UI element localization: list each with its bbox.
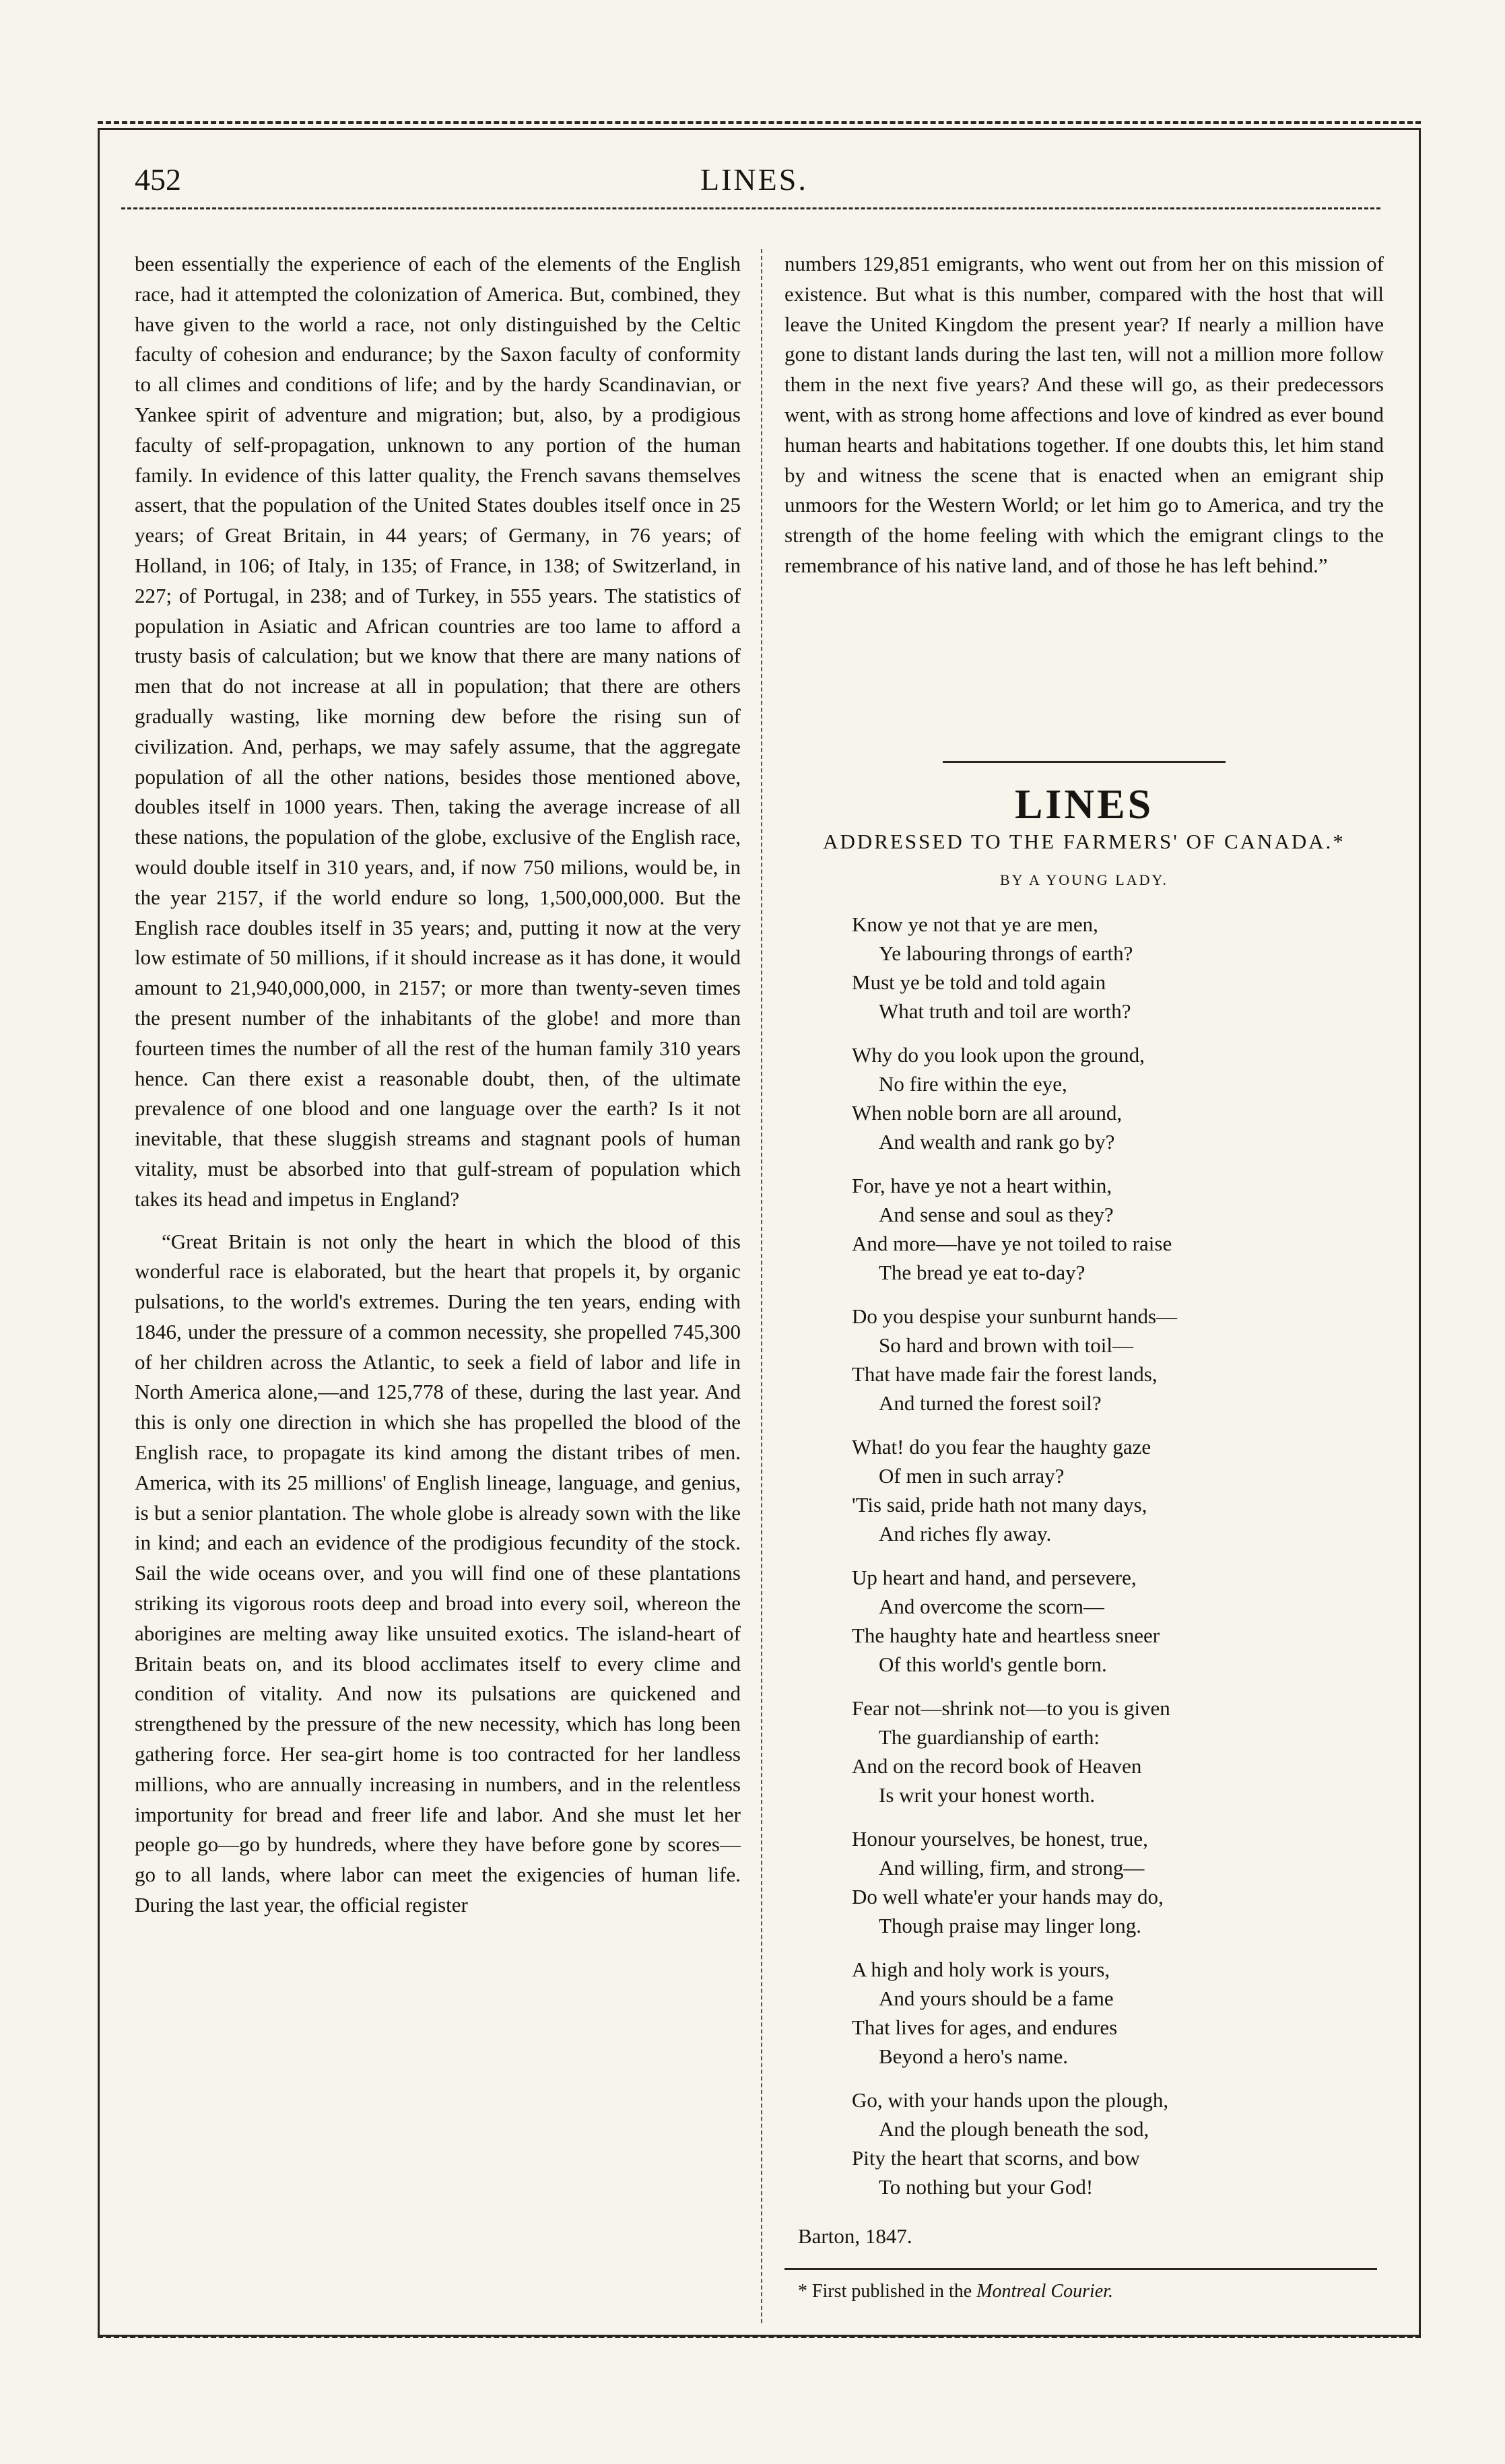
- stanza-9: [852, 1955, 1384, 2071]
- header-rule: [121, 207, 1380, 209]
- footnote-rule: [784, 2268, 1377, 2270]
- left-column: [135, 249, 741, 2323]
- poem-line: 'Tis said, pride hath not many days,: [852, 1493, 1147, 1517]
- right-column: [784, 249, 1384, 2307]
- poem-byline: BY A YOUNG LADY.: [999, 871, 1169, 888]
- stanza-10: [852, 2086, 1384, 2201]
- poem-line: Of men in such array?: [879, 1464, 1065, 1488]
- poem-line: So hard and brown with toil—: [879, 1333, 1133, 1358]
- poem-line: That lives for ages, and endures: [852, 2016, 1118, 2040]
- poem-body: [784, 910, 1384, 2201]
- poem-line: And the plough beneath the sod,: [879, 2117, 1149, 2141]
- bottom-border-rule: [98, 2335, 1421, 2338]
- stanza-2: [852, 1040, 1384, 1156]
- page-number: 452: [135, 162, 181, 197]
- poem-line: And yours should be a fame: [879, 1987, 1114, 2011]
- poem-line: The bread ye eat to-day?: [879, 1261, 1085, 1285]
- poem-line: And wealth and rank go by?: [879, 1130, 1115, 1154]
- stanza-1: [852, 910, 1384, 1026]
- poem-line: Ye labouring throngs of earth?: [879, 941, 1133, 966]
- essay-paragraph-2: “Great Britain is not only the heart in which the blood of this wonderful race is elaborated, but the heart that propels it, by organic pulsations, to the world's extremes. During the ten years, ending with 1846, under the pressure of a common necessity, she propelled 745,300 of her children across the Atlantic, to seek a field of labor and life in North America alone,—and 125,778 of these, during the last year. And this is only one direction in which she has propelled the blood of the English race, to propagate its kind among the distant tribes of men. America, with its 25 millions' of English lineage, language, and genius, is but a senior plantation. The whole globe is already sown with the like in kind; and each an evidence of the prodigious fecundity of the stock. Sail the wide oceans over, and you will find one of these plantations striking its vigorous roots deep and broad into every soil, whereon the aborigines are melting away like unsuited exotics. The island-heart of Britain beats on, and its blood acclimates itself to every clime and condition of vitality. And now its pulsations are quickened and strengthened by the pressure of the new necessity, which has long been gathering force. Her sea-girt home is too contracted for her landless millions, who are annually increasing in numbers, and in the relentless importunity for bread and freer life and labor. And she must let her people go—go by hundreds, where they have before gone by scores—go to all lands, where labor can meet the exigencies of human life. During the last year, the official register: [135, 1229, 741, 1917]
- footnote-source: Montreal Courier.: [976, 2281, 1113, 2302]
- poem-line: For, have ye not a heart within,: [852, 1174, 1112, 1198]
- poem-line: Know ye not that ye are men,: [852, 912, 1098, 937]
- poem-line: A high and holy work is yours,: [852, 1958, 1110, 1982]
- poem-line: Honour yourselves, be honest, true,: [852, 1827, 1148, 1851]
- poem-line: Go, with your hands upon the plough,: [852, 2088, 1169, 2112]
- poem-line: The haughty hate and heartless sneer: [852, 1624, 1160, 1648]
- poem-line: And willing, firm, and strong—: [879, 1856, 1145, 1880]
- footnote-prefix: * First published in the: [798, 2281, 972, 2302]
- poem-line: That have made fair the forest lands,: [852, 1362, 1158, 1387]
- stanza-7: [852, 1694, 1384, 1809]
- top-border-rule: [98, 121, 1421, 127]
- poem-line: And riches fly away.: [879, 1522, 1052, 1546]
- poem-line: And on the record book of Heaven: [852, 1754, 1142, 1778]
- poem-line: No fire within the eye,: [879, 1072, 1067, 1096]
- poem-line: The guardianship of earth:: [879, 1725, 1100, 1750]
- poem-signature: Barton, 1847.: [798, 2224, 912, 2249]
- running-head: LINES.: [700, 162, 808, 197]
- stanza-8: [852, 1824, 1384, 1940]
- poem-line: What! do you fear the haughty gaze: [852, 1435, 1151, 1459]
- poem-line: And more—have ye not toiled to raise: [852, 1232, 1172, 1256]
- essay-paragraph-1: been essentially the experience of each of the elements of the English race, had it attempted the colonization of America. But, combined, they have given to the world a race, not only distinguished by the Celtic faculty of cohesion and endurance; by the Saxon faculty of conformity to all climes and conditions of life; and by the hardy Scandinavian, or Yankee spirit of adventure and migration; but, also, by a prodigious faculty of self-propagation, unknown to any portion of the human family. In evidence of this latter quality, the French savans themselves assert, that the population of the United States doubles itself once in 25 years; of Great Britain, in 44 years; of Germany, in 76 years; of Holland, in 106; of Italy, in 135; of France, in 138; of Switzerland, in 227; of Portugal, in 238; and of Turkey, in 555 years. The statistics of population in Asiatic and African countries are too lame to afford a trusty basis of calculation; but we know that there are many nations of men that do not increase at all in population; that there are others gradually wasting, like morning dew before the rising sun of civilization. And, perhaps, we may safely assume, that the aggregate population of all the other nations, besides those mentioned above, doubles itself in 1000 years. Then, taking the average increase of all these nations, the population of the globe, exclusive of the English race, would double itself in 310 years, and, if now 750 milions, would be, in the year 2157, if the world endure so long, 1,500,000,000. But the English race doubles itself in 35 years; and, putting it now at the very low estimate of 50 millions, if it should increase as it has done, it would amount to 21,940,000,000, in 2157; or more than twenty-seven times the present number of the inhabitants of the globe! and more than fourteen times the number of all the rest of the human family 310 years hence. Can there exist a reasonable doubt, then, of the ultimate prevalence of one blood and one language over the earth? Is it not inevitable, that these sluggish streams and stagnant pools of human vitality, must be absorbed into that gulf-stream of population which takes its head and impetus in England?: [135, 252, 741, 1211]
- essay-continuation: numbers 129,851 emigrants, who went out from her on this mission of existence. But what is this number, compared with the host that will leave the United Kingdom the present year? If nearly a million have gone to distant lands during the last ten, will not a million more follow them in the next five years? And these will go, as their predecessors went, with as strong home affections and love of kindred as ever bound human hearts and habitations together. If one doubts this, let him stand by and witness the scene that is enacted when an emigrant ship unmoors for the Western World; or let him go to America, and try the strength of the home feeling with which the emigrant clings to the remembrance of his native land, and of those he has left behind.”: [784, 252, 1384, 577]
- poem-line: Must ye be told and told again: [852, 970, 1106, 995]
- poem-line: Do well whate'er your hands may do,: [852, 1885, 1164, 1909]
- poem-subtitle: ADDRESSED TO THE FARMERS' OF CANADA.*: [823, 829, 1345, 853]
- poem-line: And turned the forest soil?: [879, 1391, 1102, 1416]
- stanza-4: [852, 1302, 1384, 1418]
- poem-line: And sense and soul as they?: [879, 1203, 1114, 1227]
- poem-line: Beyond a hero's name.: [879, 2044, 1069, 2069]
- poem-line: Is writ your honest worth.: [879, 1783, 1096, 1807]
- poem-line: Pity the heart that scorns, and bow: [852, 2146, 1140, 2170]
- poem-line: And overcome the scorn—: [879, 1595, 1104, 1619]
- column-divider: [761, 249, 762, 2323]
- stanza-6: [852, 1563, 1384, 1679]
- poem-line: Of this world's gentle born.: [879, 1653, 1107, 1677]
- poem-line: Do you despise your sunburnt hands—: [852, 1304, 1178, 1329]
- section-divider: [943, 761, 1226, 763]
- poem-line: Why do you look upon the ground,: [852, 1043, 1145, 1067]
- poem-line: To nothing but your God!: [879, 2175, 1094, 2199]
- poem-line: What truth and toil are worth?: [879, 999, 1131, 1024]
- poem-line: Fear not—shrink not—to you is given: [852, 1696, 1170, 1721]
- poem-line: Up heart and hand, and persevere,: [852, 1566, 1137, 1590]
- stanza-3: [852, 1171, 1384, 1287]
- poem-line: When noble born are all around,: [852, 1101, 1123, 1125]
- poem-line: Though praise may linger long.: [879, 1914, 1141, 1938]
- footnote: [798, 2277, 1384, 2307]
- stanza-5: [852, 1432, 1384, 1548]
- poem-title: LINES: [1014, 782, 1154, 828]
